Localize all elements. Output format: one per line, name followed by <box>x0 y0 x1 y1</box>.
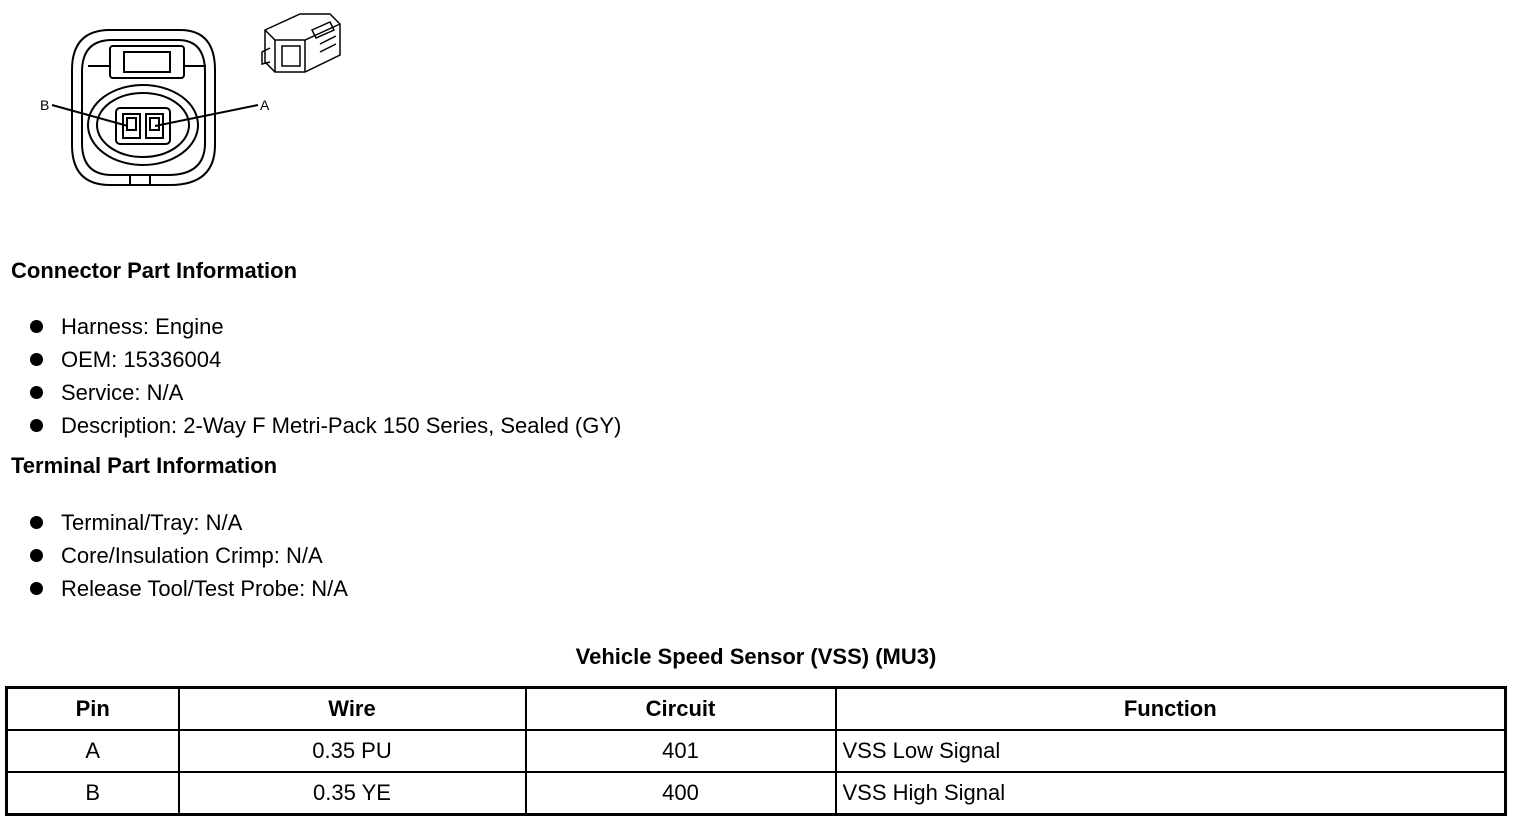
terminal-part-heading: Terminal Part Information <box>11 453 278 478</box>
pinout-table <box>5 686 1507 816</box>
connector-part-heading: Connector Part Information <box>11 258 298 283</box>
bullet-icon <box>30 419 43 432</box>
list-item: OEM: 15336004 <box>28 343 621 376</box>
cell-pin: B <box>7 772 179 815</box>
pin-label-b: B <box>40 97 50 113</box>
bullet-icon <box>30 549 43 562</box>
cell-pin: A <box>7 730 179 772</box>
cell-circuit: 401 <box>526 730 836 772</box>
table-title: Vehicle Speed Sensor (VSS) (MU3) <box>575 644 937 669</box>
locking-tab <box>110 46 184 78</box>
table-header-row <box>7 688 1506 731</box>
list-item: Harness: Engine <box>28 310 621 343</box>
bullet-icon <box>30 582 43 595</box>
bullet-icon <box>30 386 43 399</box>
cell-wire: 0.35 PU <box>179 730 526 772</box>
list-item: Terminal/Tray: N/A <box>28 506 348 539</box>
list-item: Release Tool/Test Probe: N/A <box>28 572 348 605</box>
seal-ring-inner <box>97 93 189 157</box>
column-header-pin: Pin <box>7 688 179 731</box>
cell-circuit: 400 <box>526 772 836 815</box>
cell-wire: 0.35 YE <box>179 772 526 815</box>
cell-function: VSS High Signal <box>836 772 1506 815</box>
connector-part-list <box>28 310 621 442</box>
column-header-circuit: Circuit <box>526 688 836 731</box>
seal-ring-outer <box>88 85 198 165</box>
bullet-icon <box>30 353 43 366</box>
table-row <box>7 730 1506 772</box>
column-header-wire: Wire <box>179 688 526 731</box>
pin-label-a: A <box>260 97 270 113</box>
connector-thumbnail <box>262 14 340 72</box>
connector-diagram <box>0 0 360 200</box>
list-item: Core/Insulation Crimp: N/A <box>28 539 348 572</box>
bullet-icon <box>30 320 43 333</box>
table-row <box>7 772 1506 815</box>
cell-function: VSS Low Signal <box>836 730 1506 772</box>
bullet-icon <box>30 516 43 529</box>
list-item: Service: N/A <box>28 376 621 409</box>
terminal-part-list <box>28 506 348 605</box>
list-item: Description: 2-Way F Metri-Pack 150 Series, Sealed (GY) <box>28 409 621 442</box>
column-header-function: Function <box>836 688 1506 731</box>
